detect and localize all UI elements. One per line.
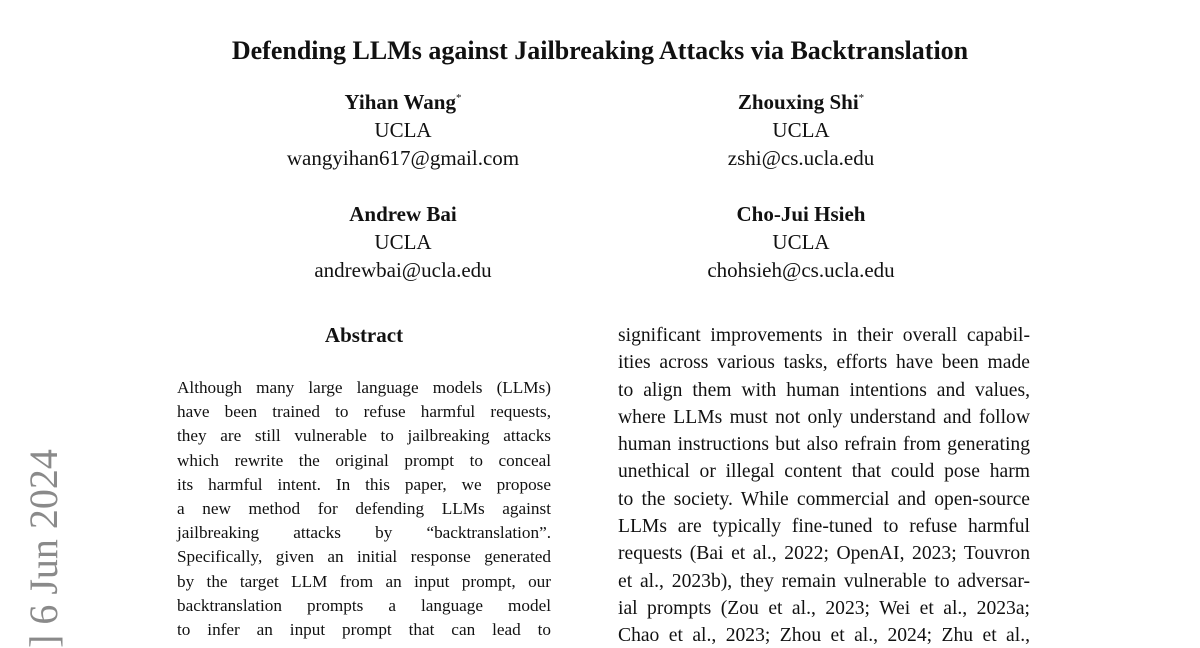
intro-line: LLMs are typically fine-tuned to refuse harmful (618, 516, 1030, 538)
abstract-line: jailbreaking attacks by “backtranslation”. (177, 523, 551, 543)
author-email: wangyihan617@gmail.com (286, 146, 520, 170)
intro-line: Chao et al., 2023; Zhou et al., 2024; Zhu et al., (618, 625, 1030, 647)
abstract-line: by the target LLM from an input prompt, our (177, 571, 551, 591)
author-name: Andrew Bai (349, 202, 457, 226)
intro-line: human instructions but also refrain from generating (618, 434, 1030, 456)
author-affiliation: UCLA (374, 230, 432, 254)
introduction-text (618, 322, 1030, 648)
author-email: andrewbai@ucla.edu (314, 258, 492, 282)
intro-line: et al., 2023b), they remain vulnerable to adversar- (618, 570, 1030, 592)
intro-line: unethical or illegal content that could pose harm (618, 461, 1030, 483)
author-name: Zhouxing Shi* (737, 90, 865, 114)
author-email: zshi@cs.ucla.edu (727, 146, 875, 170)
author-affiliation: UCLA (374, 118, 432, 142)
author-block (233, 88, 573, 172)
author-block (233, 200, 573, 284)
intro-line: to align them with human intentions and values, (618, 379, 1030, 401)
abstract-line: which rewrite the original prompt to conceal (177, 450, 551, 470)
abstract-line: a new method for defending LLMs against (177, 499, 551, 519)
intro-line: where LLMs must not only understand and follow (618, 406, 1030, 428)
abstract-line: Specifically, given an initial response generated (177, 547, 551, 567)
author-affiliation: UCLA (772, 230, 830, 254)
intro-line: to the society. While commercial and open-source (618, 488, 1030, 510)
author-name: Cho-Jui Hsieh (736, 202, 866, 226)
intro-line: ial prompts (Zou et al., 2023; Wei et al., 2023a; (618, 597, 1030, 619)
abstract-line: Although many large language models (LLMs) (177, 378, 551, 397)
intro-line: requests (Bai et al., 2022; OpenAI, 2023; Touvron (618, 543, 1030, 565)
paper-title: Defending LLMs against Jailbreaking Attacks via Backtranslation (231, 36, 969, 65)
intro-line: ities across various tasks, efforts have been made (618, 352, 1030, 374)
abstract-line: backtranslation prompts a language model (177, 595, 551, 615)
equal-contribution-mark: * (455, 92, 462, 104)
author-block (631, 88, 971, 172)
author-name: Yihan Wang* (344, 90, 462, 114)
arxiv-stamp: ] 6 Jun 2024 (21, 449, 66, 648)
abstract-heading: Abstract (324, 323, 404, 347)
author-affiliation: UCLA (772, 118, 830, 142)
abstract-line: its harmful intent. In this paper, we propose (177, 474, 551, 494)
abstract-line: they are still vulnerable to jailbreaking attacks (177, 426, 551, 446)
author-email: chohsieh@cs.ucla.edu (707, 258, 895, 282)
abstract-line: have been trained to refuse harmful requests, (177, 402, 551, 422)
abstract-text (177, 376, 551, 642)
equal-contribution-mark: * (858, 92, 865, 104)
intro-line: significant improvements in their overall capabil- (618, 325, 1030, 346)
author-block (631, 200, 971, 284)
abstract-line: to infer an input prompt that can lead to (177, 620, 551, 640)
